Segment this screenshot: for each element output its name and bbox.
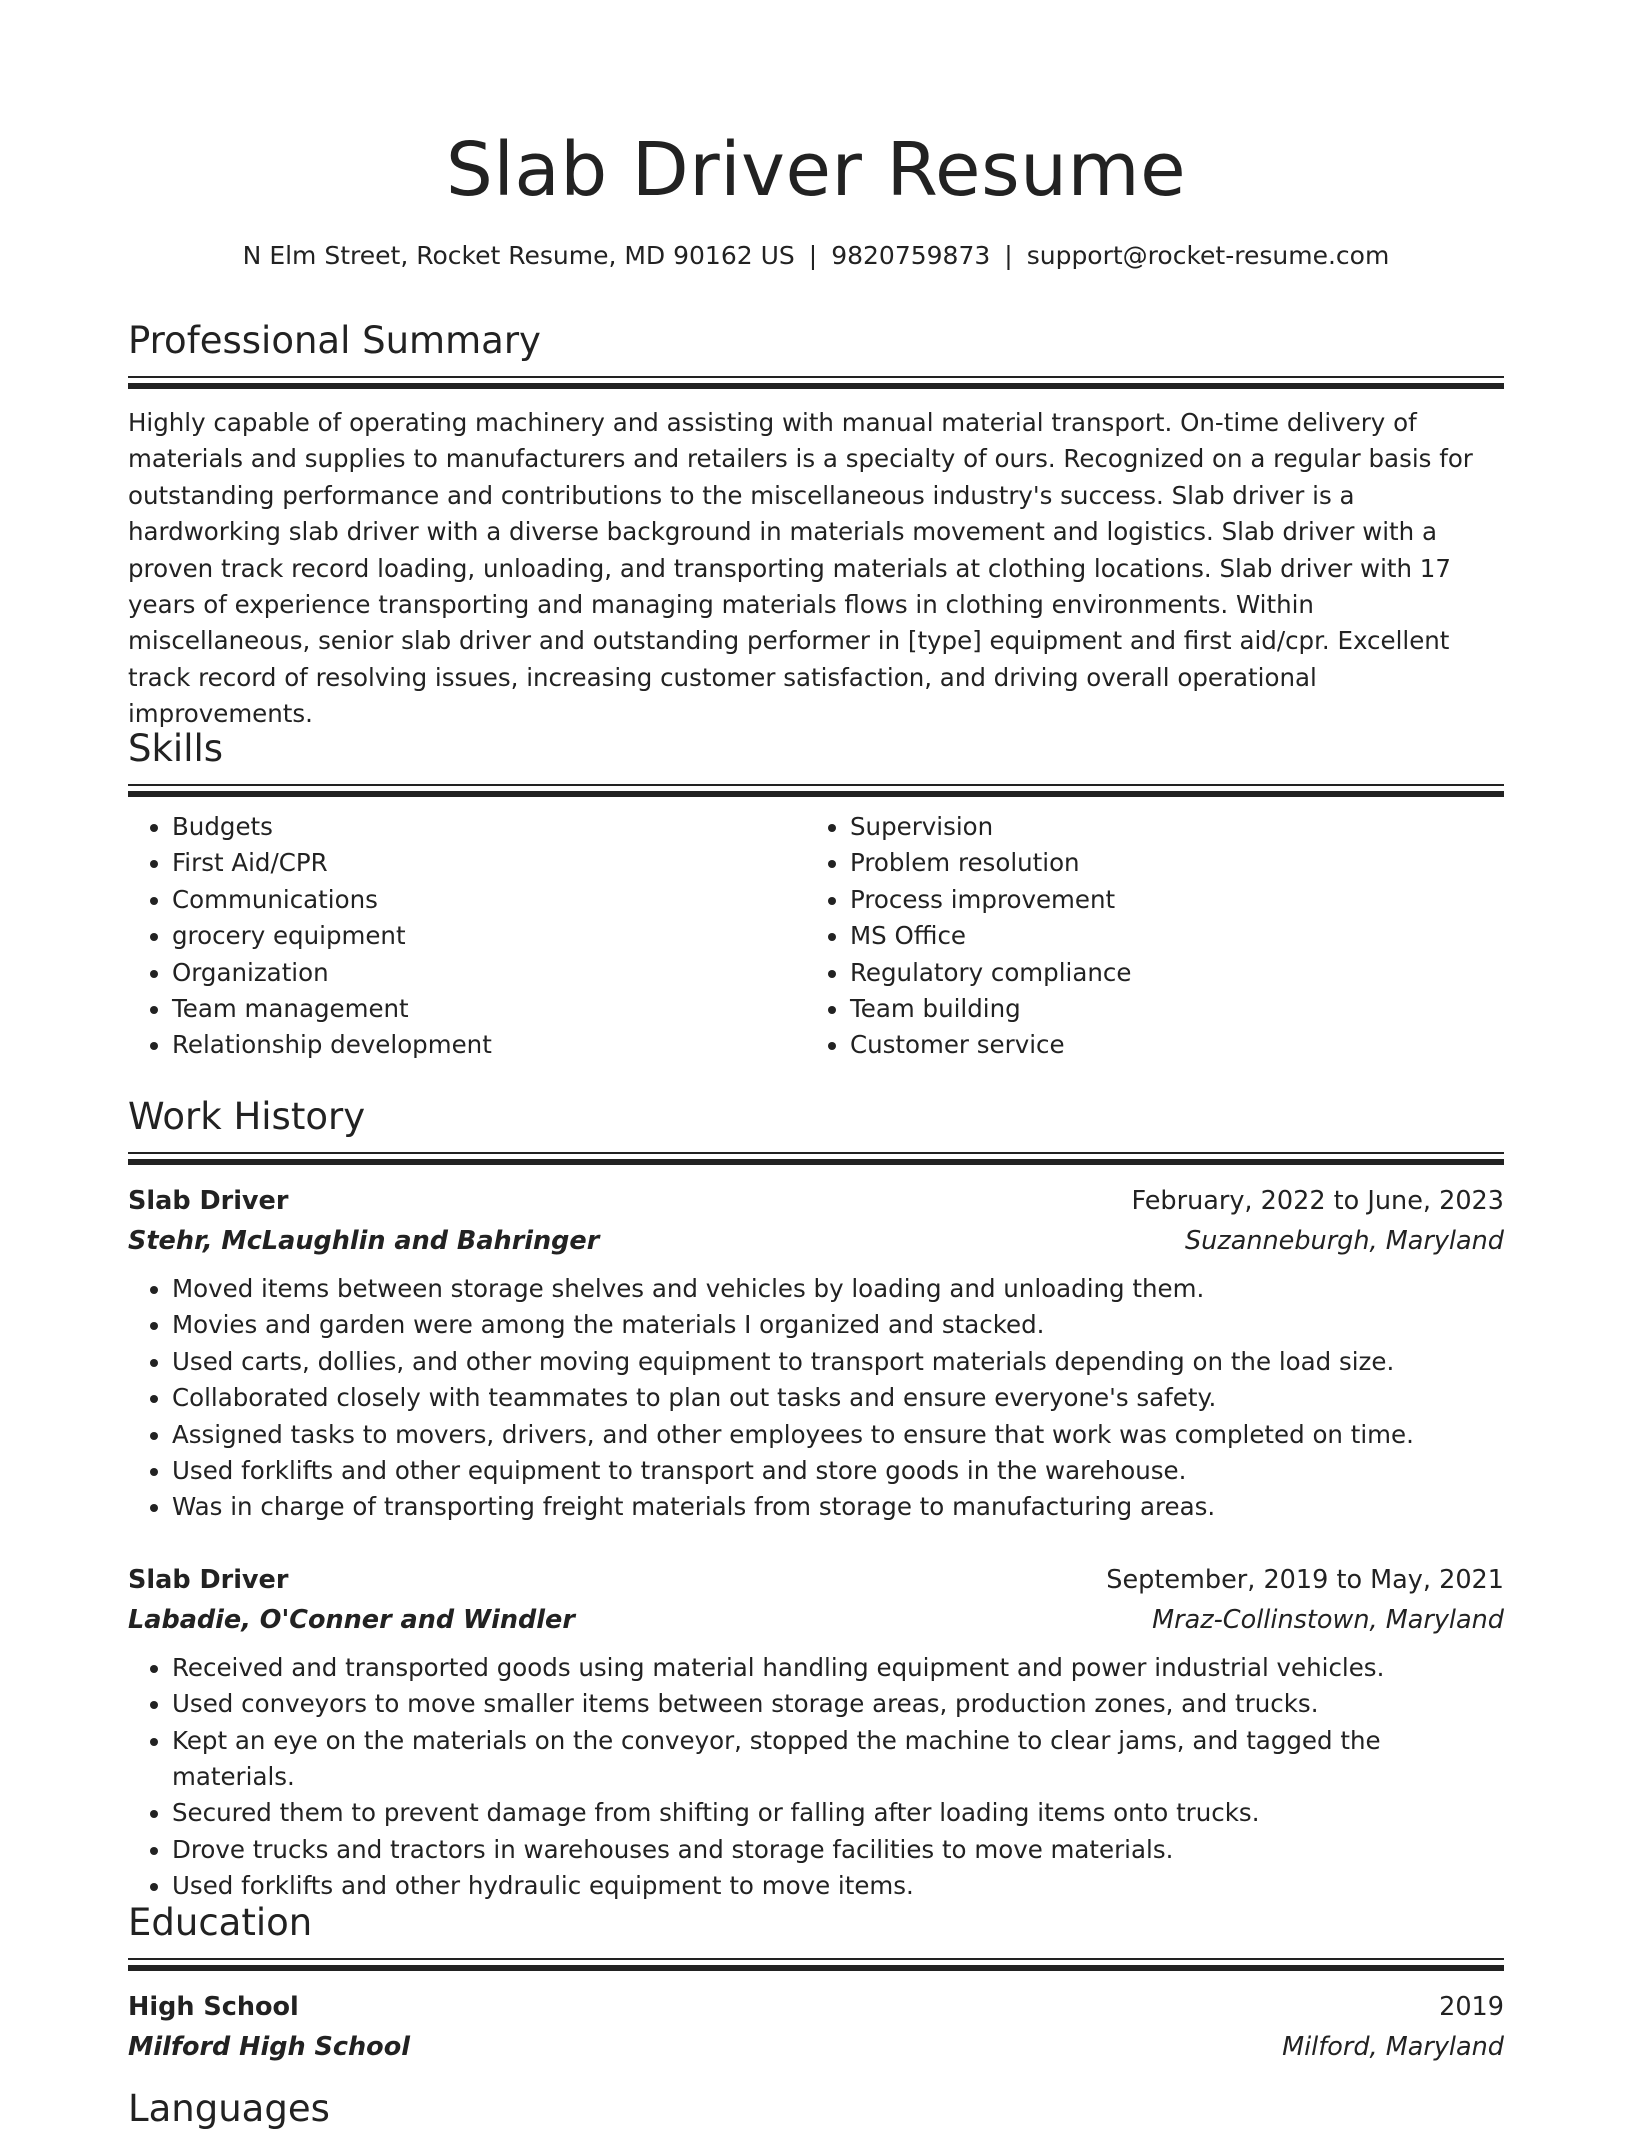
section-divider [128, 1152, 1504, 1163]
skills-list-right [806, 809, 1484, 1064]
job-bullets [128, 1271, 1504, 1526]
job-role: Slab Driver [128, 1564, 289, 1595]
section-title-education: Education [128, 1901, 313, 1944]
job-bullet: • Used forklifts and other hydraulic equipment to move items. [172, 1868, 1504, 1904]
job-bullet: • Movies and garden were among the materials I organized and stacked. [172, 1307, 1504, 1343]
languages-section [128, 2084, 1504, 2134]
skill-item: • Customer service [850, 1027, 1484, 1063]
job-bullet: • Assigned tasks to movers, drivers, and other employees to ensure that work was completed on time. [172, 1417, 1504, 1453]
job-dates: September, 2019 to May, 2021 [1106, 1564, 1504, 1595]
contact-separator: | [1004, 241, 1013, 270]
job-bullet: • Received and transported goods using material handling equipment and power industrial vehicles. [172, 1650, 1504, 1686]
job-bullet: • Was in charge of transporting freight materials from storage to manufacturing areas. [172, 1489, 1504, 1525]
education-location: Milford, Maryland [1282, 2032, 1504, 2062]
job-subheader [128, 1600, 1504, 1640]
education-year: 2019 [1439, 1992, 1504, 2022]
contact-separator: | [808, 241, 818, 270]
skill-item: • First Aid/CPR [172, 845, 806, 881]
skill-item: • Communications [172, 882, 806, 918]
job-bullet: • Moved items between storage shelves and vehicles by loading and unloading them. [172, 1271, 1504, 1307]
education-section [128, 1898, 1504, 2067]
job-dates: February, 2022 to June, 2023 [1131, 1186, 1504, 1216]
job-location: Suzanneburgh, Maryland [1184, 1226, 1504, 1256]
work-history-section [128, 1092, 1504, 1905]
job-bullets [128, 1650, 1504, 1905]
skills-list-left [128, 809, 806, 1064]
education-header [128, 1987, 1504, 2027]
job-company: Stehr, McLaughlin and Bahringer [128, 1226, 600, 1256]
resume-title: Slab Driver Resume [445, 127, 1187, 213]
skill-item: • grocery equipment [172, 918, 806, 954]
job-bullet: • Used conveyors to move smaller items between storage areas, production zones, and trucks. [172, 1686, 1504, 1722]
skill-item: • Team building [850, 991, 1484, 1027]
skill-item: • Supervision [850, 809, 1484, 845]
job-entry [128, 1181, 1504, 1526]
summary-text: Highly capable of operating machinery and assisting with manual material transport. On-time delivery of materials and supplies to manufacturers and retailers is a specialty of ours. Recognized on a regular basis for outstanding performance and contributions to the miscellaneous industry's success. Slab driver is a hardworking slab driver with a diverse background in materials movement and logistics. Slab driver with a proven track record loading, unloading, and transporting materials at clothing locations. Slab driver with 17 years of experience transporting and managing materials flows in clothing environments. Within miscellaneous, senior slab driver and outstanding performer in [type] equipment and first aid/cpr. Excellent track record of resolving issues, increasing customer satisfaction, and driving overall operational improvements. [128, 408, 1473, 729]
contact-email: support@rocket-resume.com [1026, 241, 1390, 270]
job-header [128, 1560, 1504, 1600]
skill-item: • Relationship development [172, 1027, 806, 1063]
skills-columns [128, 809, 1504, 1064]
skill-item: • Team management [172, 991, 806, 1027]
section-title-work: Work History [128, 1095, 366, 1138]
skill-item: • MS Office [850, 918, 1484, 954]
section-title-languages: Languages [128, 2087, 330, 2130]
contact-address: N Elm Street, Rocket Resume, MD 90162 US [242, 241, 795, 270]
job-bullet: • Used carts, dollies, and other moving equipment to transport materials depending on the load size. [172, 1344, 1504, 1380]
job-location: Mraz-Collinstown, Maryland [1152, 1604, 1504, 1635]
education-school: Milford High School [128, 2032, 410, 2062]
education-degree: High School [128, 1992, 299, 2022]
job-subheader [128, 1221, 1504, 1261]
section-divider [128, 1958, 1504, 1969]
job-role: Slab Driver [128, 1186, 289, 1216]
section-title-skills: Skills [128, 727, 224, 770]
skill-item: • Budgets [172, 809, 806, 845]
job-bullet: • Drove trucks and tractors in warehouses and storage facilities to move materials. [172, 1832, 1504, 1868]
skill-item: • Process improvement [850, 882, 1484, 918]
skill-item: • Problem resolution [850, 845, 1484, 881]
job-bullet: • Kept an eye on the materials on the conveyor, stopped the machine to clear jams, and tagged the materials. [172, 1723, 1504, 1796]
job-company: Labadie, O'Conner and Windler [128, 1604, 575, 1635]
section-title-summary: Professional Summary [128, 319, 541, 362]
education-subheader [128, 2027, 1504, 2067]
job-header [128, 1181, 1504, 1221]
contact-line [128, 238, 1504, 274]
skill-item: • Regulatory compliance [850, 955, 1484, 991]
skill-item: • Organization [172, 955, 806, 991]
job-bullet: • Secured them to prevent damage from shifting or falling after loading items onto trucks. [172, 1795, 1504, 1831]
skills-section [128, 724, 1504, 1064]
education-entry [128, 1987, 1504, 2067]
section-divider [128, 376, 1504, 387]
contact-phone: 9820759873 [831, 241, 991, 270]
job-entry [128, 1560, 1504, 1905]
section-divider [128, 784, 1504, 795]
job-bullet: • Collaborated closely with teammates to plan out tasks and ensure everyone's safety. [172, 1380, 1504, 1416]
job-bullet: • Used forklifts and other equipment to transport and store goods in the warehouse. [172, 1453, 1504, 1489]
summary-section [128, 316, 1504, 733]
